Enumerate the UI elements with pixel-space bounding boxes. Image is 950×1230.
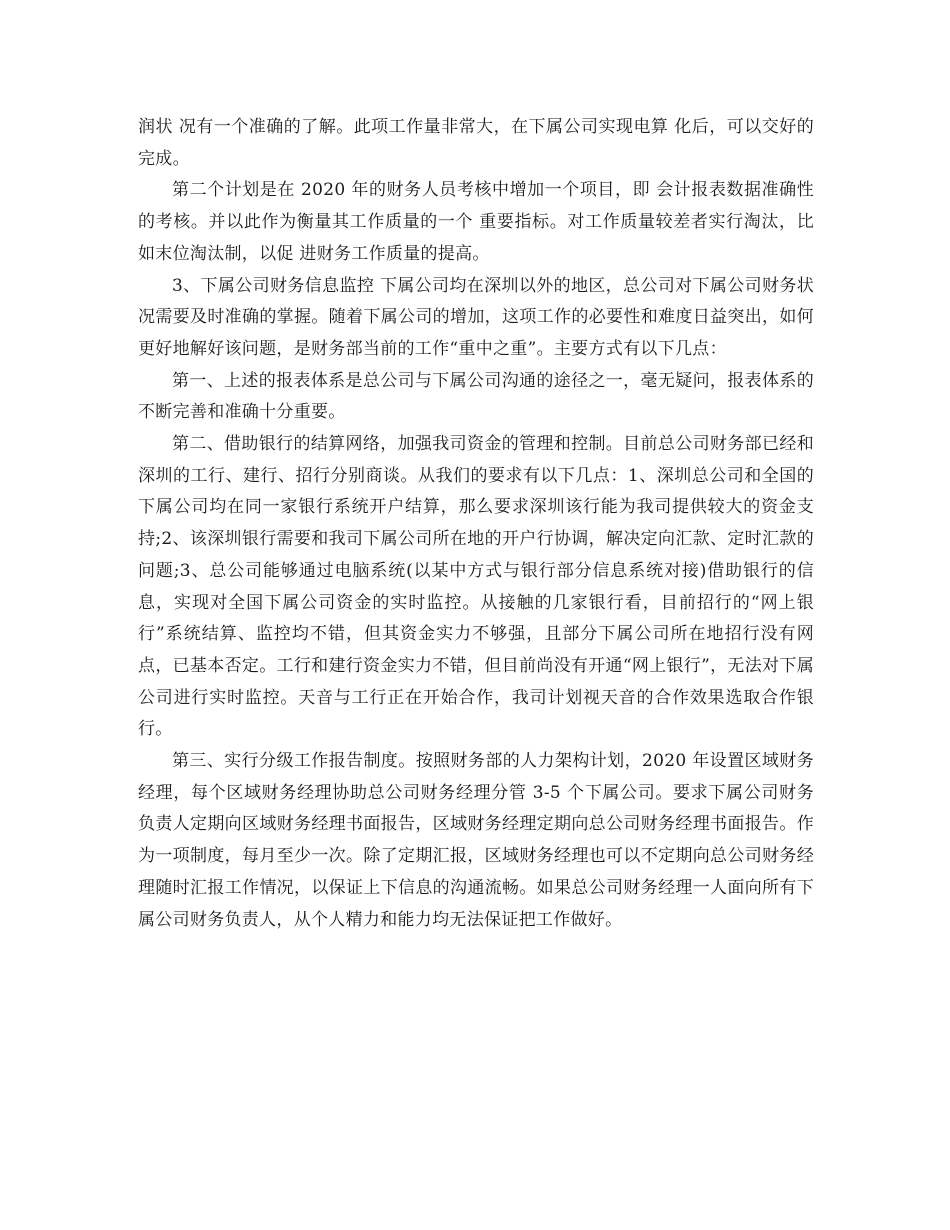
paragraph-point-three: 第三、实行分级工作报告制度。按照财务部的人力架构计划，2020 年设置区域财务经理，每个区域财务经理协助总公司财务经理分管 3-5 个下属公司。要求下属公司财务负责人定期向区域财务经理书面报告，区域财务经理定期向总公司财务经理书面报告。作为一项制度，每月至少一次。除了定期汇报，区域财务经理也可以不定期向总公司财务经理随时汇报工作情况，以保证上下信息的沟通流畅。如果总公司财务经理一人面向所有下属公司财务负责人，从个人精力和能力均无法保证把工作做好。 (138, 751, 814, 930)
paragraph-point-two: 第二、借助银行的结算网络，加强我司资金的管理和控制。目前总公司财务部已经和深圳的工行、建行、招行分别商谈。从我们的要求有以下几点：1、深圳总公司和全国的下属公司均在同一家银行系统开户结算，那么要求深圳该行能为我司提供较大的资金支持;2、该深圳银行需要和我司下属公司所在地的开户行协调，解决定向汇款、定时汇款的问题;3、总公司能够通过电脑系统(以某中方式与银行部分信息系统对接)借助银行的信息，实现对全国下属公司资金的实时监控。从接触的几家银行看，目前招行的“网上银行”系统结算、监控均不错，但其资金实力不够强，且部分下属公司所在地招行没有网点，已基本否定。工行和建行资金实力不错，但目前尚没有开通“网上银行”，无法对下属公司进行实时监控。天音与工行正在开始合作，我司计划视天音的合作效果选取合作银行。 (138, 434, 814, 740)
paragraph-continuation: 润状 况有一个准确的了解。此项工作量非常大，在下属公司实现电算 化后，可以交好的完成。 (138, 117, 814, 169)
paragraph-subsidiary-monitoring: 3、下属公司财务信息监控 下属公司均在深圳以外的地区，总公司对下属公司财务状况需要及时准确的掌握。随着下属公司的增加，这项工作的必要性和难度日益突出，如何更好地解好该问题，是财务部当前的工作“重中之重”。主要方式有以下几点： (138, 275, 814, 359)
paragraph-point-one: 第一、上述的报表体系是总公司与下属公司沟通的途径之一，毫无疑问，报表体系的不断完善和准确十分重要。 (138, 370, 814, 423)
document-page (138, 112, 814, 936)
paragraph-second-plan: 第二个计划是在 2020 年的财务人员考核中增加一个项目，即 会计报表数据准确性的考核。并以此作为衡量其工作质量的一个 重要指标。对工作质量较差者实行淘汰，比如末位淘汰制，以促 进财务工作质量的提高。 (138, 180, 814, 264)
